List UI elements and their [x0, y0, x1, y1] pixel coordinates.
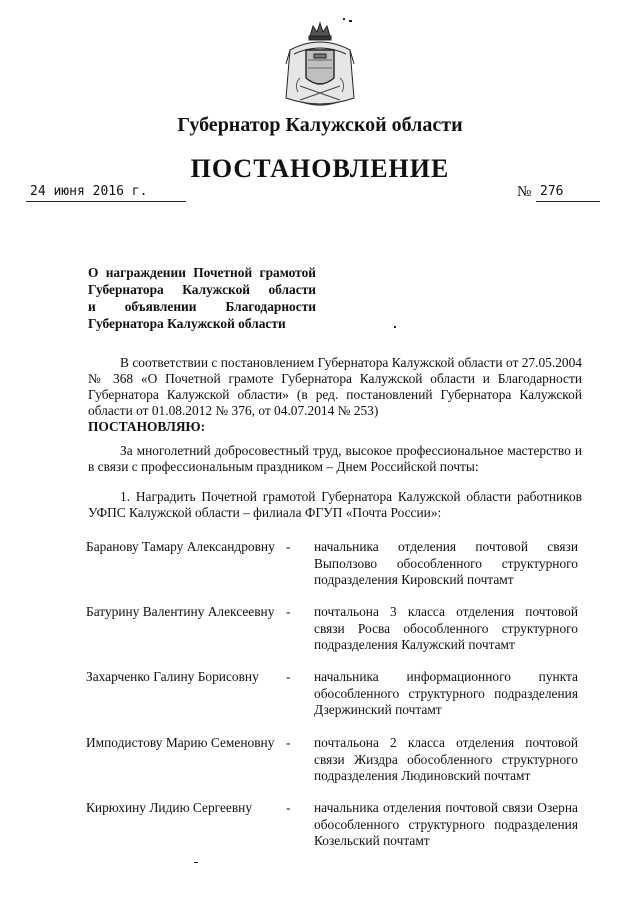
awardee-name: Кирюхину Лидию Сергеевну — [86, 800, 253, 815]
awardee-position: начальника отделения почтовой связи Выползово обособленного структурного подразделения Кировский почтамт — [314, 539, 578, 587]
resolve-word: ПОСТАНОВЛЯЮ: — [88, 419, 206, 434]
document-date: 24 июня 2016 г. — [30, 184, 148, 199]
subject-line: Губернатора Калужской области — [88, 282, 316, 297]
awardee-position: начальника отделения почтовой связи Озерна обособленного структурного подразделения Козельский почтамт — [314, 800, 578, 848]
organization-title: Губернатор Калужской области — [177, 114, 463, 136]
date-underline — [26, 201, 186, 202]
preamble-text: В соответствии с постановлением Губернатора Калужской области от 27.05.2004 № 368 «О Почетной грамоте Губернатора Калужской области и Благодарности Губернатора Калужской области» (в ред. постановлений Губернатора Калужской области от 01.08.2012 № 376, от 04.07.2014 № 253) — [88, 355, 582, 418]
preamble-paragraph — [88, 355, 582, 435]
awardee-name: Захарченко Галину Борисовну — [86, 669, 259, 684]
scan-speck — [194, 862, 198, 863]
awardee-name: Батурину Валентину Алексеевну — [86, 604, 275, 619]
scan-speck — [343, 18, 345, 20]
awardee-dash: - — [286, 539, 291, 554]
awardee-dash: - — [286, 800, 291, 815]
awardee-position: почтальона 2 класса отделения почтовой связи Жиздра обособленного структурного подразделения Людиновский почтамт — [314, 735, 578, 783]
document-type-title: ПОСТАНОВЛЕНИЕ — [190, 154, 450, 183]
subject-line: О награждении Почетной грамотой — [88, 265, 316, 280]
scan-speck — [349, 20, 352, 22]
document-number-label: № — [517, 184, 532, 200]
scan-speck — [394, 326, 396, 328]
subject-line: Губернатора Калужской области — [88, 316, 286, 331]
award-clause-paragraph: 1. Наградить Почетной грамотой Губернатора Калужской области работников УФПС Калужской области – филиала ФГУП «Почта России»: — [88, 489, 582, 520]
awardee-position: почтальона 3 класса отделения почтовой связи Росва обособленного структурного подразделения Калужский почтамт — [314, 604, 578, 652]
awardee-dash: - — [286, 604, 291, 619]
awardee-dash: - — [286, 735, 291, 750]
number-underline — [536, 201, 600, 202]
coat-of-arms-emblem — [280, 20, 360, 112]
document-number: 276 — [540, 184, 564, 199]
awardee-name: Баранову Тамару Александровну — [86, 539, 275, 554]
awardee-name: Имподистову Марию Семеновну — [86, 735, 275, 750]
subject-line: и объявлении Благодарности — [88, 299, 316, 314]
document-subject — [88, 264, 316, 332]
awardee-dash: - — [286, 669, 291, 684]
reason-paragraph: За многолетний добросовестный труд, высокое профессиональное мастерство и в связи с профессиональным праздником – Днем Российской почты: — [88, 443, 582, 474]
awardee-position: начальника информационного пункта обособленного структурного подразделения Дзержинский почтамт — [314, 669, 578, 717]
